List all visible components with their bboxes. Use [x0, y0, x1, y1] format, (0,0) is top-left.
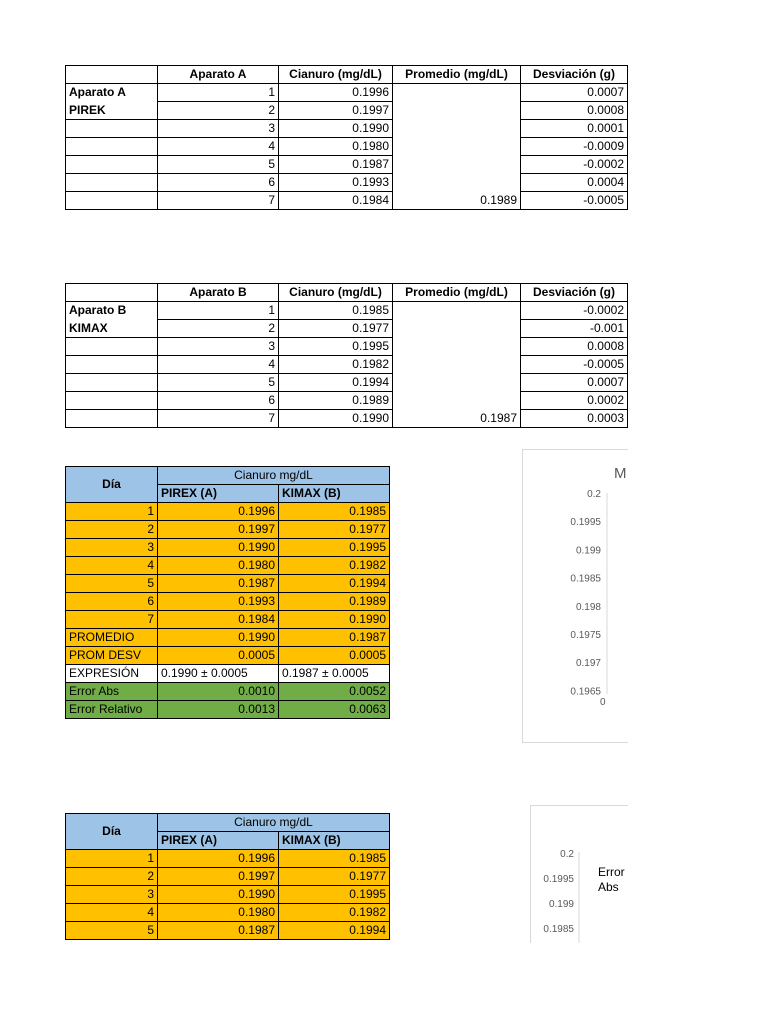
promedio-value	[393, 174, 521, 192]
promedio-value	[393, 320, 521, 338]
y-tick-label: 0.1975	[570, 630, 601, 641]
row-number: 7	[158, 192, 279, 210]
row-number: 4	[158, 138, 279, 156]
promedio-value	[393, 156, 521, 174]
y-tick-label: 0.199	[575, 545, 601, 557]
chart-error-abs[interactable]	[530, 805, 628, 943]
table-row	[66, 410, 628, 428]
promedio-value: 0.1989	[393, 192, 521, 210]
y-tick-label: 0.198	[575, 601, 601, 613]
prom-desv-b: 0.0005	[279, 647, 390, 665]
col-pirex-header: PIREX (A)	[158, 485, 279, 503]
promedio-value	[393, 356, 521, 374]
desviacion-value: 0.0008	[521, 338, 628, 356]
kimax-value: 0.1994	[279, 922, 390, 940]
empty-cell	[66, 392, 158, 410]
expresion-a: 0.1990 ± 0.0005	[158, 665, 279, 683]
empty-cell	[66, 120, 158, 138]
day-number: 3	[66, 886, 158, 904]
error-abs-label: Error Abs	[66, 683, 158, 701]
day-number: 4	[66, 904, 158, 922]
promedio-value	[393, 338, 521, 356]
table-row	[66, 392, 628, 410]
row-number: 4	[158, 356, 279, 374]
pirex-value: 0.1980	[158, 904, 279, 922]
summary-table-1	[65, 466, 390, 719]
table-row	[66, 557, 390, 575]
empty-cell	[66, 338, 158, 356]
group-header: Cianuro mg/dL	[158, 814, 390, 832]
table-row	[66, 320, 628, 338]
day-number: 2	[66, 521, 158, 539]
table-row	[66, 120, 628, 138]
desviacion-value: 0.0004	[521, 174, 628, 192]
table-row	[66, 922, 390, 940]
row-number: 2	[158, 102, 279, 120]
table-row	[66, 521, 390, 539]
error-rel-b: 0.0063	[279, 701, 390, 719]
row-number: 1	[158, 84, 279, 102]
empty-cell	[66, 156, 158, 174]
pirex-value: 0.1996	[158, 850, 279, 868]
chart-error-abs-svg	[531, 806, 628, 943]
legend-label-line1: Error	[598, 865, 625, 879]
promedio-value: 0.1987	[393, 410, 521, 428]
pirex-value: 0.1980	[158, 557, 279, 575]
table-row	[66, 593, 390, 611]
kimax-value: 0.1995	[279, 886, 390, 904]
chart-title: M	[614, 465, 627, 482]
device-label: Aparato A	[66, 84, 158, 102]
table-row	[66, 84, 628, 102]
row-number: 1	[158, 302, 279, 320]
row-number: 6	[158, 392, 279, 410]
header-cell: Promedio (mg/dL)	[393, 284, 521, 302]
desviacion-value: 0.0001	[521, 120, 628, 138]
error-abs-b: 0.0052	[279, 683, 390, 701]
promedio-value	[393, 392, 521, 410]
empty-cell	[66, 138, 158, 156]
pirex-value: 0.1997	[158, 521, 279, 539]
desviacion-value: -0.0005	[521, 356, 628, 374]
promedio-label: PROMEDIO	[66, 629, 158, 647]
day-number: 6	[66, 593, 158, 611]
day-number: 3	[66, 539, 158, 557]
legend-label-line2: Abs	[598, 880, 619, 894]
pirex-value: 0.1984	[158, 611, 279, 629]
kimax-value: 0.1994	[279, 575, 390, 593]
table-row	[66, 192, 628, 210]
pirex-value: 0.1987	[158, 575, 279, 593]
group-header: Cianuro mg/dL	[158, 467, 390, 485]
table-row	[66, 374, 628, 392]
row-number: 3	[158, 120, 279, 138]
promedio-b: 0.1987	[279, 629, 390, 647]
y-tick-label: 0.1985	[543, 924, 574, 935]
cianuro-value: 0.1995	[279, 338, 393, 356]
table-header-row	[66, 284, 628, 302]
header-cell	[66, 66, 158, 84]
promedio-value	[393, 84, 521, 102]
device-brand-label: PIREK	[66, 102, 158, 120]
summary-table-2	[65, 813, 390, 940]
day-number: 5	[66, 922, 158, 940]
desviacion-value: 0.0007	[521, 84, 628, 102]
x-tick-label: 0	[600, 697, 606, 708]
cianuro-value: 0.1987	[279, 156, 393, 174]
error-rel-label: Error Relativo	[66, 701, 158, 719]
pirex-value: 0.1993	[158, 593, 279, 611]
pirex-value: 0.1990	[158, 886, 279, 904]
y-tick-label: 0.1995	[570, 517, 601, 529]
dia-header: Día	[66, 467, 158, 503]
row-number: 6	[158, 174, 279, 192]
y-tick-label: 0.197	[575, 658, 601, 670]
y-tick-label: 0.2	[587, 489, 601, 500]
header-cell	[66, 284, 158, 302]
table-row	[66, 904, 390, 922]
table-row	[66, 356, 628, 374]
row-number: 5	[158, 156, 279, 174]
table-row	[66, 503, 390, 521]
cianuro-value: 0.1982	[279, 356, 393, 374]
table-row	[66, 338, 628, 356]
kimax-value: 0.1985	[279, 503, 390, 521]
y-tick-label: 0.1995	[543, 874, 574, 885]
chart-means[interactable]	[522, 449, 628, 743]
table-row	[66, 575, 390, 593]
table-row	[66, 886, 390, 904]
cianuro-value: 0.1994	[279, 374, 393, 392]
cianuro-value: 0.1996	[279, 84, 393, 102]
cianuro-value: 0.1997	[279, 102, 393, 120]
kimax-value: 0.1989	[279, 593, 390, 611]
cianuro-value: 0.1990	[279, 410, 393, 428]
empty-cell	[66, 410, 158, 428]
desviacion-value: 0.0008	[521, 102, 628, 120]
desviacion-value: 0.0007	[521, 374, 628, 392]
cianuro-value: 0.1989	[279, 392, 393, 410]
table-aparato-a	[65, 65, 628, 210]
cianuro-value: 0.1985	[279, 302, 393, 320]
kimax-value: 0.1977	[279, 521, 390, 539]
table-aparato-b	[65, 283, 628, 428]
kimax-value: 0.1982	[279, 904, 390, 922]
device-label: Aparato B	[66, 302, 158, 320]
table-row	[66, 174, 628, 192]
table-row	[66, 302, 628, 320]
chart-means-svg	[523, 450, 628, 742]
table-row	[66, 868, 390, 886]
desviacion-value: 0.0002	[521, 392, 628, 410]
promedio-value	[393, 138, 521, 156]
y-tick-label: 0.1985	[570, 573, 601, 585]
row-number: 2	[158, 320, 279, 338]
y-tick-label: 0.199	[548, 899, 574, 910]
header-cell: Cianuro (mg/dL)	[279, 284, 393, 302]
desviacion-value: 0.0003	[521, 410, 628, 428]
dia-header: Día	[66, 814, 158, 850]
col-pirex-header: PIREX (A)	[158, 832, 279, 850]
row-number: 5	[158, 374, 279, 392]
row-number: 7	[158, 410, 279, 428]
day-number: 4	[66, 557, 158, 575]
table-row	[66, 156, 628, 174]
device-brand-label: KIMAX	[66, 320, 158, 338]
table-row	[66, 102, 628, 120]
prom-desv-label: PROM DESV	[66, 647, 158, 665]
desviacion-value: -0.001	[521, 320, 628, 338]
empty-cell	[66, 356, 158, 374]
cianuro-value: 0.1980	[279, 138, 393, 156]
header-cell: Aparato A	[158, 66, 279, 84]
header-cell: Cianuro (mg/dL)	[279, 66, 393, 84]
promedio-a: 0.1990	[158, 629, 279, 647]
desviacion-value: -0.0009	[521, 138, 628, 156]
desviacion-value: -0.0002	[521, 156, 628, 174]
row-number: 3	[158, 338, 279, 356]
y-tick-label: 0.1965	[570, 686, 601, 698]
cianuro-value: 0.1990	[279, 120, 393, 138]
desviacion-value: -0.0002	[521, 302, 628, 320]
empty-cell	[66, 174, 158, 192]
day-number: 1	[66, 503, 158, 521]
day-number: 5	[66, 575, 158, 593]
cianuro-value: 0.1977	[279, 320, 393, 338]
day-number: 7	[66, 611, 158, 629]
promedio-value	[393, 120, 521, 138]
table-row	[66, 850, 390, 868]
pirex-value: 0.1987	[158, 922, 279, 940]
error-rel-a: 0.0013	[158, 701, 279, 719]
col-kimax-header: KIMAX (B)	[279, 485, 390, 503]
table-row	[66, 611, 390, 629]
pirex-value: 0.1990	[158, 539, 279, 557]
table-row	[66, 539, 390, 557]
header-cell: Desviación (g)	[521, 66, 628, 84]
header-cell: Desviación (g)	[521, 284, 628, 302]
cianuro-value: 0.1984	[279, 192, 393, 210]
expresion-b: 0.1987 ± 0.0005	[279, 665, 390, 683]
kimax-value: 0.1990	[279, 611, 390, 629]
promedio-value	[393, 374, 521, 392]
pirex-value: 0.1996	[158, 503, 279, 521]
day-number: 1	[66, 850, 158, 868]
promedio-value	[393, 102, 521, 120]
desviacion-value: -0.0005	[521, 192, 628, 210]
prom-desv-a: 0.0005	[158, 647, 279, 665]
kimax-value: 0.1995	[279, 539, 390, 557]
day-number: 2	[66, 868, 158, 886]
error-abs-a: 0.0010	[158, 683, 279, 701]
pirex-value: 0.1997	[158, 868, 279, 886]
promedio-value	[393, 302, 521, 320]
kimax-value: 0.1982	[279, 557, 390, 575]
table-row	[66, 138, 628, 156]
kimax-value: 0.1977	[279, 868, 390, 886]
empty-cell	[66, 192, 158, 210]
expresion-label: EXPRESIÓN	[66, 665, 158, 683]
header-cell: Promedio (mg/dL)	[393, 66, 521, 84]
y-tick-label: 0.2	[560, 849, 574, 860]
cianuro-value: 0.1993	[279, 174, 393, 192]
empty-cell	[66, 374, 158, 392]
header-cell: Aparato B	[158, 284, 279, 302]
table-header-row	[66, 66, 628, 84]
col-kimax-header: KIMAX (B)	[279, 832, 390, 850]
kimax-value: 0.1985	[279, 850, 390, 868]
